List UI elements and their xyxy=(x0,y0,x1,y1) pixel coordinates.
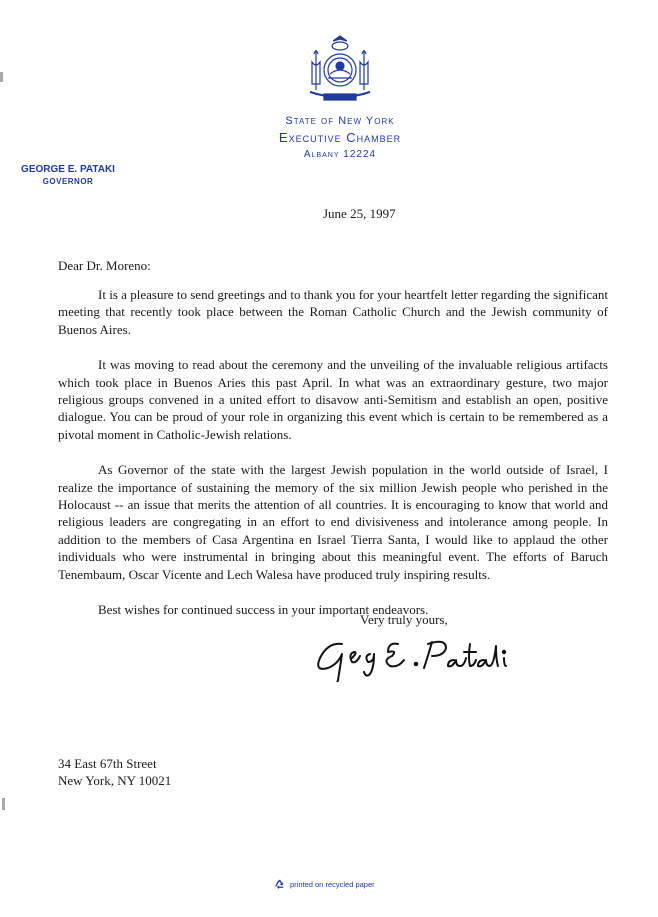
state-name: State of New York xyxy=(285,115,395,127)
recycled-paper-text: printed on recycled paper xyxy=(290,880,375,889)
letter-date: June 25, 1997 xyxy=(323,206,396,221)
sender-title: GOVERNOR xyxy=(42,177,94,186)
paragraph-2: It was moving to read about the ceremony and the unveiling of the invaluable religious artifacts which took place in Buenos Aries this past April. In what was an extraordinary gesture, two major religious groups convened in a united effort to disavow anti-Semitism and establish an open, positive dialogue. You can be proud of your role in organizing this event which is certain to be remembered as a pivotal moment in Catholic-Jewish relations. xyxy=(58,357,608,442)
signature xyxy=(312,630,512,682)
address-line-1: 34 East 67th Street xyxy=(58,756,157,771)
scan-mark xyxy=(0,72,3,82)
paragraph-4: Best wishes for continued success in your important endeavors. xyxy=(98,602,429,618)
state-seal-icon xyxy=(298,32,382,108)
return-address xyxy=(58,755,171,789)
recycle-icon xyxy=(273,878,286,891)
office-city: Albany 12224 xyxy=(303,149,377,160)
paragraph-1: It is a pleasure to send greetings and to thank you for your heartfelt letter regarding the significant meeting that recently took place between the Roman Catholic Church and the Jewish community of Buenos Aires. xyxy=(58,287,608,337)
letter-body xyxy=(58,286,608,637)
sender-block xyxy=(8,164,128,188)
salutation: Dear Dr. Moreno: xyxy=(58,258,151,273)
sender-name: GEORGE E. PATAKI xyxy=(21,164,115,175)
letterhead xyxy=(250,114,430,162)
address-line-2: New York, NY 10021 xyxy=(58,773,172,788)
recycled-paper-note xyxy=(273,878,375,891)
scan-mark xyxy=(2,798,5,810)
valediction: Very truly yours, xyxy=(360,612,448,627)
paragraph-3: As Governor of the state with the largest Jewish population in the world outside of Israel, I realize the importance of sustaining the memory of the six million Jewish people who perished in the Holocaust -- an issue that merits the attention of all countries. It is encouraging to know that world and religious leaders are congregating in an effort to end divisiveness and intolerance among people. In addition to the members of Casa Argentina en Israel Tierra Santa, I would like to applaud the other individuals who were instrumental in bringing about this meaningful event. The efforts of Baruch Tenembaum, Oscar Vicente and Lech Walesa have produced truly inspiring results. xyxy=(58,462,608,582)
office-name: Executive Chamber xyxy=(278,130,402,145)
